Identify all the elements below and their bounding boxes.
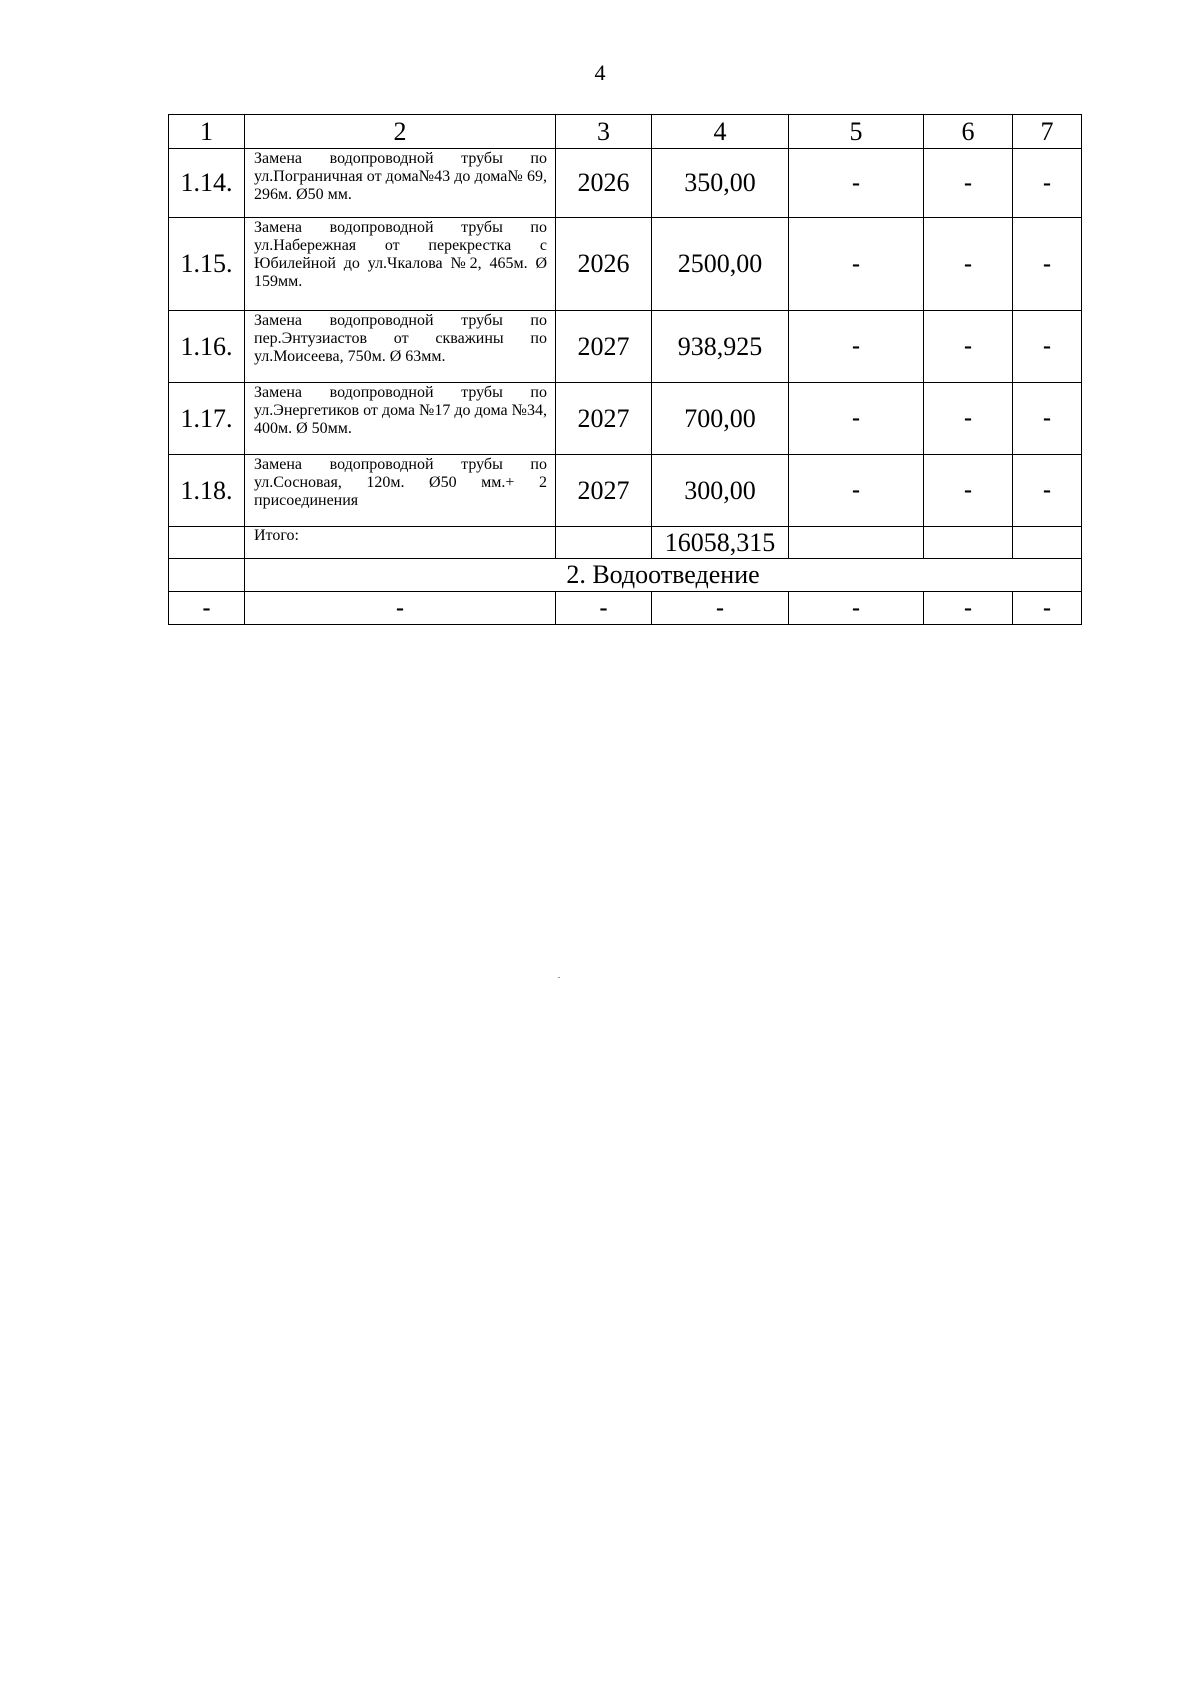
row-description: Замена водопроводной трубы по ул.Пограничная от дома№43 до дома№ 69, 296м. Ø50 мм.: [245, 149, 556, 218]
row-year: 2027: [556, 455, 652, 527]
header-cell: 4: [652, 115, 789, 149]
table-row: [169, 218, 1082, 311]
section-empty-cell: [169, 559, 245, 592]
total-empty-cell: [924, 527, 1013, 559]
row-col6: -: [924, 383, 1013, 455]
row-col7: -: [1013, 383, 1082, 455]
table-header-row: [169, 115, 1082, 149]
dash-row: [169, 592, 1082, 625]
dash-cell: -: [924, 592, 1013, 625]
header-cell: 5: [789, 115, 924, 149]
row-number: 1.14.: [169, 149, 245, 218]
header-cell: 6: [924, 115, 1013, 149]
row-cost: 350,00: [652, 149, 789, 218]
row-col7: -: [1013, 149, 1082, 218]
row-col5: -: [789, 383, 924, 455]
dash-cell: -: [169, 592, 245, 625]
dash-cell: -: [789, 592, 924, 625]
row-col7: -: [1013, 311, 1082, 383]
section-title: 2. Водоотведение: [245, 559, 1082, 592]
total-empty-cell: [789, 527, 924, 559]
table-row: [169, 383, 1082, 455]
total-empty-cell: [169, 527, 245, 559]
scan-artifact: [558, 977, 560, 978]
dash-cell: -: [652, 592, 789, 625]
header-cell: 7: [1013, 115, 1082, 149]
row-year: 2027: [556, 311, 652, 383]
section-row: [169, 559, 1082, 592]
row-cost: 300,00: [652, 455, 789, 527]
row-col7: -: [1013, 218, 1082, 311]
row-number: 1.18.: [169, 455, 245, 527]
row-description: Замена водопроводной трубы по ул.Набережная от перекрестка с Юбилейной до ул.Чкалова №2, 465м. Ø 159мм.: [245, 218, 556, 311]
row-col6: -: [924, 218, 1013, 311]
row-col6: -: [924, 311, 1013, 383]
dash-cell: -: [245, 592, 556, 625]
row-year: 2026: [556, 218, 652, 311]
row-cost: 700,00: [652, 383, 789, 455]
total-empty-cell: [1013, 527, 1082, 559]
row-col5: -: [789, 455, 924, 527]
row-number: 1.15.: [169, 218, 245, 311]
header-cell: 2: [245, 115, 556, 149]
dash-cell: -: [1013, 592, 1082, 625]
total-row: [169, 527, 1082, 559]
row-cost: 2500,00: [652, 218, 789, 311]
header-cell: 1: [169, 115, 245, 149]
row-year: 2027: [556, 383, 652, 455]
row-description: Замена водопроводной трубы по ул.Сосновая, 120м. Ø50 мм.+ 2 присоединения: [245, 455, 556, 527]
row-year: 2026: [556, 149, 652, 218]
row-description: Замена водопроводной трубы по ул.Энергетиков от дома №17 до дома №34, 400м. Ø 50мм.: [245, 383, 556, 455]
table-row: [169, 149, 1082, 218]
row-number: 1.17.: [169, 383, 245, 455]
header-cell: 3: [556, 115, 652, 149]
table-row: [169, 311, 1082, 383]
investment-table: [168, 114, 1082, 625]
row-col6: -: [924, 455, 1013, 527]
row-col6: -: [924, 149, 1013, 218]
row-col5: -: [789, 218, 924, 311]
table-row: [169, 455, 1082, 527]
row-description: Замена водопроводной трубы по пер.Энтузиастов от скважины по ул.Моисеева, 750м. Ø 63мм.: [245, 311, 556, 383]
page-number: 4: [594, 60, 606, 85]
total-value: 16058,315: [652, 527, 789, 559]
row-cost: 938,925: [652, 311, 789, 383]
row-col5: -: [789, 149, 924, 218]
dash-cell: -: [556, 592, 652, 625]
row-number: 1.16.: [169, 311, 245, 383]
total-empty-cell: [556, 527, 652, 559]
row-col5: -: [789, 311, 924, 383]
row-col7: -: [1013, 455, 1082, 527]
total-label: Итого:: [245, 527, 556, 559]
